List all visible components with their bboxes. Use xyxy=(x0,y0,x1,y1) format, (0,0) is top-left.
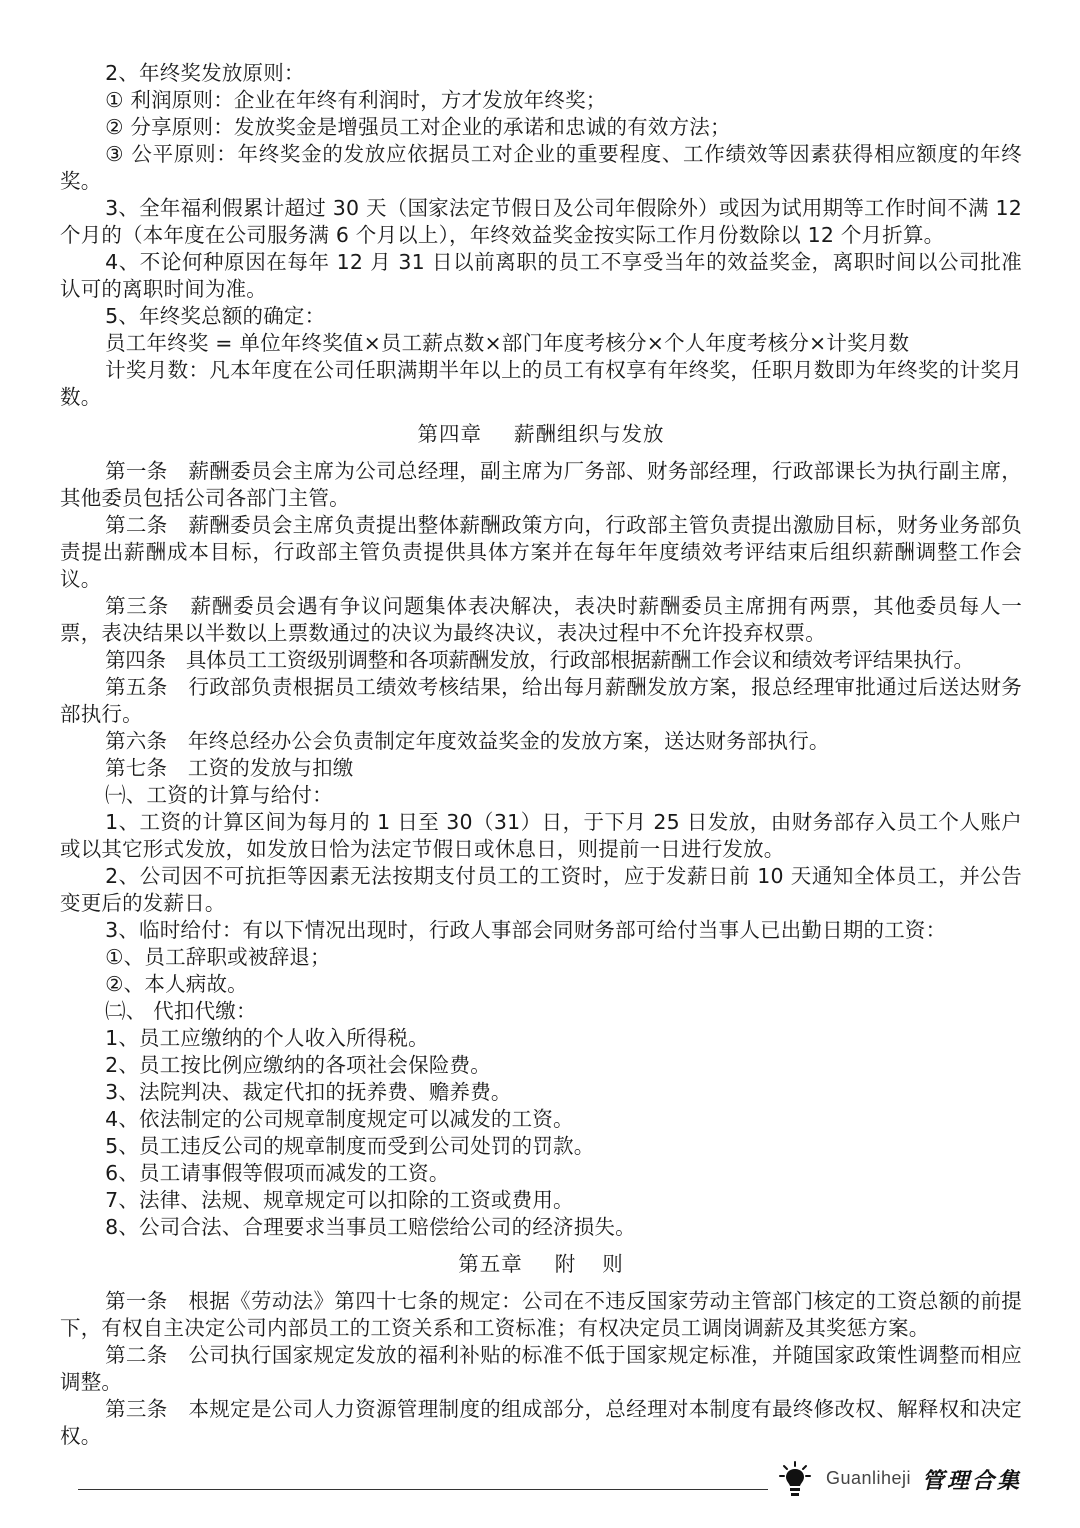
withholding-item-7: 7、法律、法规、规章规定可以扣除的工资或费用。 xyxy=(105,1188,574,1212)
chapter4-article-4: 第四条 具体员工工资级别调整和各项薪酬发放，行政部根据薪酬工作会议和绩效考评结果执行。 xyxy=(105,648,974,672)
chapter5-article-2: 第二条 公司执行国家规定发放的福利补贴的标准不低于国家规定标准，并随国家政策性调整而相应调整。 xyxy=(60,1343,1022,1394)
withholding-item-6: 6、员工请事假等假项而减发的工资。 xyxy=(105,1161,450,1185)
fairness-principle: ③ 公平原则：年终奖金的发放应依据员工对企业的重要程度、工作绩效等因素获得相应额度的年终奖。 xyxy=(60,142,1022,193)
bonus-principles-heading: 2、年终奖发放原则： xyxy=(105,61,305,85)
chapter5-number: 第五章 xyxy=(458,1252,523,1276)
withholding-item-8: 8、公司合法、合理要求当事员工赔偿给公司的经济损失。 xyxy=(105,1215,636,1239)
chapter4-article-3: 第三条 薪酬委员会遇有争议问题集体表决解决，表决时薪酬委员主席拥有两票，其他委员每人一票，表决结果以半数以上票数通过的决议为最终决议，表决过程中不允许投弃权票。 xyxy=(60,594,1022,645)
chapter4-number: 第四章 xyxy=(417,422,482,446)
document-body xyxy=(60,60,1022,1450)
chapter4-article-5: 第五条 行政部负责根据员工绩效考核结果，给出每月薪酬发放方案，报总经理审批通过后送达财务部执行。 xyxy=(60,675,1022,726)
lightbulb-icon xyxy=(778,1460,812,1500)
chapter4-article-6: 第六条 年终总经办公会负责制定年度效益奖金的发放方案，送达财务部执行。 xyxy=(105,729,830,753)
chapter4-article-7: 第七条 工资的发放与扣缴 xyxy=(105,756,354,780)
temporary-payment-case-2: ②、本人病故。 xyxy=(105,972,248,996)
salary-calculation-heading: ㈠、工资的计算与给付： xyxy=(105,783,333,807)
salary-calculation-item-3: 3、临时给付：有以下情况出现时，行政人事部会同财务部可给付当事人已出勤日期的工资： xyxy=(105,918,947,942)
footer-rule xyxy=(78,1489,768,1490)
sharing-principle: ② 分享原则：发放奖金是增强员工对企业的承诺和忠诚的有效方法； xyxy=(105,115,731,139)
chapter5-article-3: 第三条 本规定是公司人力资源管理制度的组成部分，总经理对本制度有最终修改权、解释权和决定权。 xyxy=(60,1397,1022,1448)
chapter4-article-1: 第一条 薪酬委员会主席为公司总经理，副主席为厂务部、财务部经理，行政部课长为执行副主席，其他委员包括公司各部门主管。 xyxy=(60,459,1022,510)
chapter4-article-2: 第二条 薪酬委员会主席负责提出整体薪酬政策方向，行政部主管负责提出激励目标，财务业务部负责提出薪酬成本目标，行政部主管负责提供具体方案并在每年年度绩效考评结束后组织薪酬调整工作会议。 xyxy=(60,513,1022,591)
withholding-heading: ㈡、 代扣代缴： xyxy=(105,999,257,1023)
footer-brand-chinese: 管理合集 xyxy=(922,1468,1023,1494)
footer-brand-english: Guanliheji xyxy=(826,1468,912,1488)
withholding-item-2: 2、员工按比例应缴纳的各项社会保险费。 xyxy=(105,1053,491,1077)
temporary-payment-case-1: ①、员工辞职或被辞退； xyxy=(105,945,331,969)
chapter4-name: 薪酬组织与发放 xyxy=(514,422,665,446)
withholding-item-3: 3、法院判决、裁定代扣的抚养费、赡养费。 xyxy=(105,1080,512,1104)
salary-calculation-item-1: 1、工资的计算区间为每月的 1 日至 30（31）日，于下月 25 日发放，由财务部存入员工个人账户或以其它形式发放，如发放日恰为法定节假日或休息日，则提前一日进行发放。 xyxy=(60,810,1022,861)
chapter5-name-part2: 则 xyxy=(602,1252,624,1276)
resignation-rule: 4、不论何种原因在每年 12 月 31 日以前离职的员工不享受当年的效益奖金，离职时间以公司批准认可的离职时间为准。 xyxy=(60,250,1022,301)
bonus-months-rule: 计奖月数：凡本年度在公司任职满期半年以上的员工有权享有年终奖，任职月数即为年终奖的计奖月数。 xyxy=(60,358,1022,409)
withholding-item-4: 4、依法制定的公司规章制度规定可以减发的工资。 xyxy=(105,1107,574,1131)
withholding-item-5: 5、员工违反公司的规章制度而受到公司处罚的罚款。 xyxy=(105,1134,595,1158)
chapter5-article-1: 第一条 根据《劳动法》第四十七条的规定：公司在不违反国家劳动主管部门核定的工资总额的前提下，有权自主决定公司内部员工的工资关系和工资标准；有权决定员工调岗调薪及其奖惩方案。 xyxy=(60,1289,1022,1340)
page-footer xyxy=(78,1460,1022,1500)
chapter5-title xyxy=(60,1251,1022,1278)
salary-calculation-item-2: 2、公司因不可抗拒等因素无法按期支付员工的工资时，应于发薪日前 10 天通知全体员工，并公告变更后的发薪日。 xyxy=(60,864,1022,915)
bonus-formula: 员工年终奖 = 单位年终奖值×员工薪点数×部门年度考核分×个人年度考核分×计奖月数 xyxy=(105,331,910,355)
chapter4-title xyxy=(60,421,1022,448)
chapter5-name-part1: 附 xyxy=(554,1252,577,1276)
withholding-item-1: 1、员工应缴纳的个人收入所得税。 xyxy=(105,1026,429,1050)
bonus-total-heading: 5、年终奖总额的确定： xyxy=(105,304,326,328)
welfare-leave-rule: 3、全年福利假累计超过 30 天（国家法定节假日及公司年假除外）或因为试用期等工作时间不满 12 个月的（本年度在公司服务满 6 个月以上），年终效益奖金按实际工作月份数除以 12 个月折算。 xyxy=(60,196,1022,247)
profit-principle: ① 利润原则：企业在年终有利润时，方才发放年终奖； xyxy=(105,88,607,112)
